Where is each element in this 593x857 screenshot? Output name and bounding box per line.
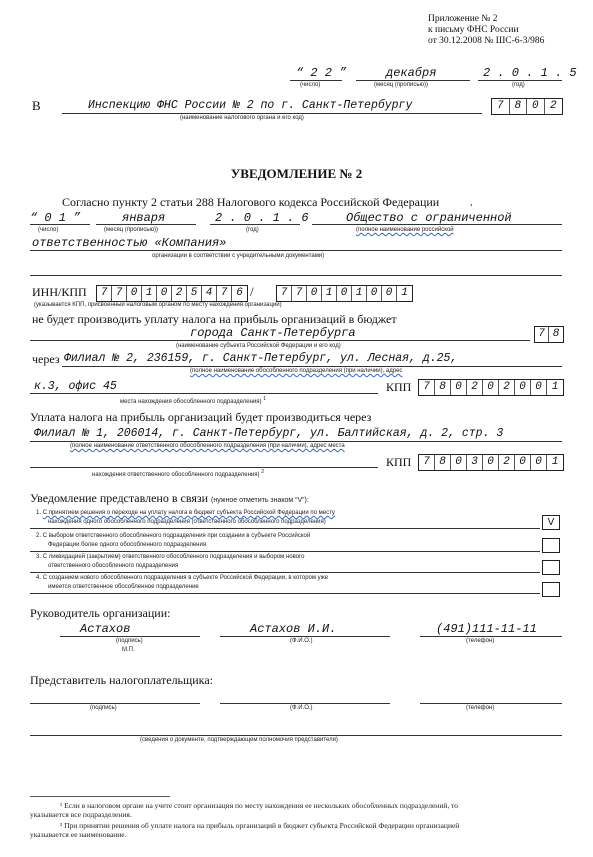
head-signature-caption: (подпись) [116,638,143,644]
head-phone-caption: (телефон) [466,638,495,644]
kpp-digit: 0 [307,286,322,301]
kpp-digit: 0 [531,380,547,395]
region-value: города Санкт-Петербурга [190,326,356,340]
kpp-digit: 7 [277,286,292,301]
intro-tail: , [470,196,473,208]
top-date-day: “ 2 2 ” [296,66,347,80]
second-date-day-caption: (число) [38,227,59,233]
code-digit: 2 [549,100,557,112]
org-name-part1: Общество с ограниченной [346,211,512,225]
reason-item-3: 3. С ликвидацией (закрытием) ответственного обособленного подразделения и выбором нового ответственного обособленного подразделения [36,554,305,569]
inn-kpp-slash: / [250,284,254,299]
code-digit: 8 [510,99,528,114]
kpp-digit: 1 [401,287,408,299]
appendix-note [428,14,544,47]
kpp-digit: 0 [367,286,382,301]
inn-digit: 7 [217,286,232,301]
kpp-digit: 0 [451,455,467,470]
stamp-mark: М.П. [122,647,135,653]
appendix-line-1: Приложение № 2 [428,14,498,24]
through2-caption2: нахождения ответственного обособленного подразделения) $^2$ [92,469,264,478]
inn-digit: 6 [236,287,243,299]
region-digit: 7 [535,327,549,342]
appendix-line-2: к письму ФНС России [428,25,519,35]
second-date-month-caption: (месяц (прописью)) [104,227,158,233]
representative-label: Представитель налогоплательщика: [30,673,213,687]
second-date-year-caption: (год) [246,227,259,233]
second-date-month: января [122,211,166,225]
second-date-day: “ 0 1 ” [30,211,81,225]
kpp-digit: 0 [515,380,531,395]
inn-digit: 5 [187,286,202,301]
head-fio-caption: (Ф.И.О.) [290,638,313,644]
inn-kpp-caption: (указывается КПП, присвоенный налоговым органом по месту нахождения организации) [34,302,282,308]
kpp-digit: 1 [322,286,337,301]
footnote-1: ¹ Если в налоговом органе на учете стоит организация по месту нахождения ее нескольких обособленных подразделений, то указывается все подразделения. [30,801,459,819]
kpp-digit: 2 [499,380,515,395]
kpp-digit: 2 [499,455,515,470]
through1-prefix: через [32,352,60,366]
top-date-year: 2 . 0 . 1 . 5 [483,66,577,80]
kpp-digit: 0 [337,286,352,301]
addressee-caption: (наименование налогового органа и его код) [180,115,304,121]
top-date-year-caption: (год) [512,82,525,88]
pay-text: Уплата налога на прибыль организаций будет производиться через [30,410,372,424]
inn-digit: 2 [172,286,187,301]
addressee-code[interactable] [491,98,563,115]
org-caption: организации в соответствии с учредительными документами) [152,253,325,259]
kpp-digit: 1 [551,381,559,393]
head-label: Руководитель организации: [30,606,171,620]
head-phone: (491)111-11-11 [436,622,537,636]
inn-field[interactable] [96,285,248,302]
kpp-digit: 2 [467,380,483,395]
org-name-part2: ответственностью «Компания» [32,236,227,250]
kpp-digit: 0 [515,455,531,470]
second-date-year: 2 . 0 . 1 . 6 [215,211,309,225]
region-code[interactable] [534,326,564,343]
addressee-value: Инспекцию ФНС России № 2 по г. Санкт-Петербургу [88,99,413,112]
top-date-day-caption: (число) [300,82,321,88]
addressee-prefix: В [32,98,41,113]
inn-digit: 0 [127,286,142,301]
head-signature: Астахов [80,622,131,636]
reason-checkbox-3[interactable] [542,560,560,575]
reason-item-1: 1. С принятием решения о переходе на уплату налога в бюджет субъекта Российской Федерации по месту нахождения одного обособленного подразделения (ответственного обособленного подразделения) [36,510,335,525]
inn-digit: 7 [112,286,127,301]
code-digit: 7 [492,99,510,114]
kpp-digit: 0 [483,380,499,395]
through1-caption1: (полное наименование обособленного подразделения (при наличии), адрес [190,368,403,374]
kpp-digit: 1 [352,286,367,301]
rep-phone-caption: (телефон) [466,705,495,711]
org-name-caption-right: (полное наименование российской [356,227,454,233]
through2-kpp-label: КПП [386,455,412,469]
region-caption: (наименование субъекта Российской Федерации и его код) [176,343,341,349]
rep-fio-caption: (Ф.И.О.) [290,705,313,711]
region-digit: 8 [552,328,560,340]
through1-kpp-field[interactable] [418,379,564,396]
kpp-digit: 0 [531,455,547,470]
reason-item-2: 2. С выбором ответственного обособленного подразделения при создании в субъекте Российской Федерации более одного обособленного подразделения [36,533,311,548]
not-pay-text: не будет производить уплату налога на прибыль организаций в бюджет [32,312,397,326]
kpp-digit: 7 [419,455,435,470]
reason-item-4: 4. С созданием нового обособленного подразделения в субъекте Российской Федерации, в котором уже имеется ответственное обособленное подразделение [36,575,329,590]
kpp-digit: 1 [551,456,559,468]
code-digit: 0 [527,99,545,114]
kpp-digit: 0 [451,380,467,395]
reason-checkbox-1[interactable]: V [542,515,560,530]
through2-line1: Филиал № 1, 206014, г. Санкт-Петербург, ул. Балтийская, д. 2, стр. 3 [34,427,504,440]
top-date-month-caption: (месяц (прописью)) [374,82,428,88]
inn-digit: 4 [202,286,217,301]
through1-caption2: места нахождения обособленного подразделения) $^1$ [120,396,266,405]
kpp-digit: 0 [382,286,397,301]
intro-text: Согласно пункту 2 статьи 288 Налогового кодекса Российской Федерации [62,195,440,209]
through1-line1: Филиал № 2, 236159, г. Санкт-Петербург, ул. Лесная, д.25, [64,352,458,365]
kpp-digit: 0 [483,455,499,470]
reason-checkbox-2[interactable] [542,538,560,553]
kpp-digit: 7 [419,380,435,395]
head-fio: Астахов И.И. [250,622,337,636]
kpp-digit: 7 [292,286,307,301]
reason-heading: Уведомление представлено в связи (нужное отметить знаком “V”): [30,491,309,505]
footnote-2: ² При принятии решения об уплате налога на прибыль организаций в бюджет субъекта Российской Федерации организацией указывается ее наименование. [30,821,460,839]
through1-line2: к.3, офис 45 [34,380,117,393]
reason-checkbox-4[interactable] [542,582,560,597]
rep-signature-caption: (подпись) [90,705,117,711]
rep-doc-caption: (сведения о документе, подтверждающем полномочия представителя) [140,737,338,743]
inn-digit: 1 [142,286,157,301]
inn-digit: 7 [97,286,112,301]
through2-caption1: (полное наименование ответственного обособленного подразделения (при наличии), адрес места [70,443,345,449]
kpp-digit: 3 [467,455,483,470]
kpp-field[interactable] [276,285,413,302]
through1-kpp-label: КПП [386,380,412,394]
through2-kpp-field[interactable] [418,454,564,471]
top-date-month: декабря [386,66,437,80]
kpp-digit: 8 [435,455,451,470]
inn-digit: 0 [157,286,172,301]
appendix-line-3: от 30.12.2008 № ШС-6-3/986 [428,36,545,46]
page-title: УВЕДОМЛЕНИЕ № 2 [230,166,363,181]
kpp-digit: 8 [435,380,451,395]
inn-kpp-label: ИНН/КПП [32,285,87,299]
